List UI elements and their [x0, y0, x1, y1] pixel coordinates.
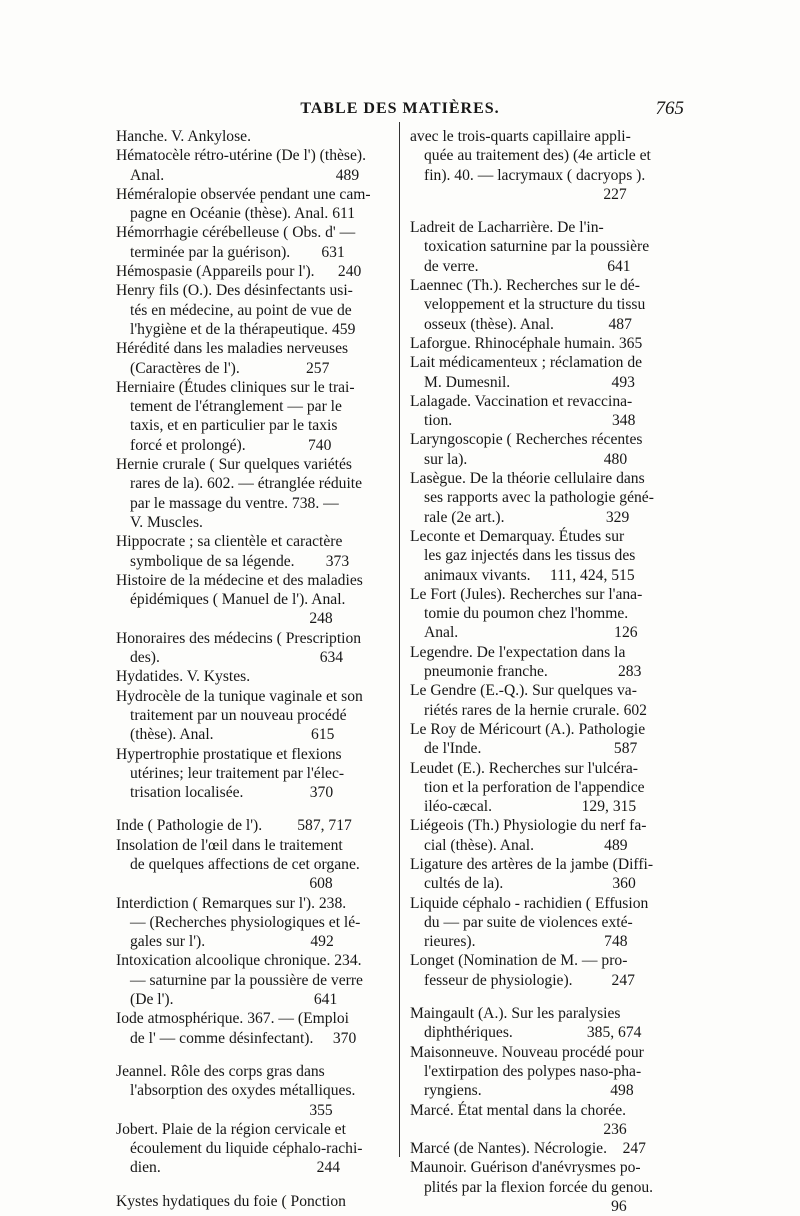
index-entry: [116, 378, 390, 455]
entry-line: Herniaire (Études cliniques sur le trai-: [116, 378, 355, 396]
index-entry: [116, 532, 390, 571]
entry-line: — saturnine par la poussière de verre: [130, 971, 363, 989]
index-entry: [410, 1004, 684, 1043]
index-entry: [116, 951, 390, 1009]
entry-line: Hanche. V. Ankylose.: [116, 128, 251, 145]
index-entry: [410, 585, 684, 643]
entry-line: (Caractères de l'). 257: [130, 359, 330, 377]
entry-line: Maunoir. Guérison d'anévrysmes po-: [410, 1159, 641, 1177]
entry-line: quée au traitement des) (4e article et: [424, 147, 651, 165]
entry-line: Insolation de l'œil dans le traitement: [116, 836, 343, 854]
entry-line: du — par suite de violences exté-: [424, 913, 633, 931]
entry-line: 227: [424, 185, 627, 203]
index-entry: [410, 720, 684, 759]
entry-line: sur la). 480: [424, 450, 628, 468]
entry-line: pagne en Océanie (thèse). Anal. 611: [130, 205, 356, 223]
index-entry: [410, 392, 684, 431]
entry-line: Maingault (A.). Sur les paralysies: [410, 1005, 621, 1023]
index-entry: [116, 339, 390, 378]
index-entry: [410, 127, 684, 204]
entry-line: rale (2e art.). 329: [424, 508, 630, 526]
entry-line: taxis, et en particulier par le taxis: [130, 417, 338, 435]
index-entry: [410, 353, 684, 392]
entry-line: symbolique de sa légende. 373: [130, 552, 350, 570]
entry-line: Longet (Nomination de M. — pro-: [410, 952, 628, 970]
page-number: 765: [655, 98, 684, 119]
entry-line: Leconte et Demarquay. Études sur: [410, 527, 625, 545]
entry-line: Lasègue. De la théorie cellulaire dans: [410, 470, 645, 488]
index-entry: [116, 1062, 390, 1120]
index-entry: [410, 894, 684, 952]
entry-line: V. Muscles.: [130, 513, 203, 531]
entry-line: Anal. 489: [130, 166, 360, 184]
entry-line: Anal. 126: [424, 624, 638, 642]
index-entry: [410, 1139, 684, 1158]
entry-line: Liégeois (Th.) Physiologie du nerf fa-: [410, 817, 647, 835]
entry-line: iléo-cæcal. 129, 315: [424, 798, 637, 816]
index-entry: [410, 469, 684, 527]
entry-line: les gaz injectés dans les tissus des: [424, 547, 636, 565]
index-entry: [410, 1101, 684, 1140]
entry-line: 236: [424, 1120, 627, 1138]
index-entry: [410, 759, 684, 817]
entry-line: Inde ( Pathologie de l'). 587, 717: [116, 817, 352, 835]
entry-line: épidémiques ( Manuel de l'). Anal.: [130, 591, 346, 609]
entry-line: Hémorrhagie cérébelleuse ( Obs. d' —: [116, 224, 356, 242]
entry-line: Jeannel. Rôle des corps gras dans: [116, 1062, 325, 1080]
entry-line: Hernie crurale ( Sur quelques variétés: [116, 456, 352, 474]
entry-line: diphthériques. 385, 674: [424, 1024, 642, 1042]
entry-line: gales sur l'). 492: [130, 933, 334, 951]
entry-line: ryngiens. 498: [424, 1082, 634, 1100]
entry-line: par le massage du ventre. 738. —: [130, 494, 339, 512]
entry-line: 608: [130, 875, 333, 893]
entry-line: 96: [424, 1198, 627, 1216]
entry-line: Laforgue. Rhinocéphale humain. 365: [410, 334, 643, 352]
entry-line: Interdiction ( Remarques sur l'). 238.: [116, 894, 347, 912]
section-gap: [116, 802, 390, 816]
entry-line: (De l'). 641: [130, 991, 338, 1009]
column-divider: [399, 122, 400, 1157]
index-entry: [116, 1009, 390, 1048]
entry-line: toxication saturnine par la poussière: [424, 238, 650, 256]
entry-line: pneumonie franche. 283: [424, 663, 642, 681]
index-entry: [410, 334, 684, 353]
entry-line: Le Fort (Jules). Recherches sur l'ana-: [410, 585, 643, 603]
entry-line: Maisonneuve. Nouveau procédé pour: [410, 1043, 644, 1061]
entry-line: Héméralopie observée pendant une cam-: [116, 185, 371, 203]
entry-line: de l' — comme désinfectant). 370: [130, 1029, 357, 1047]
right-column: [410, 127, 684, 1216]
index-entry: [116, 836, 390, 894]
index-entry: [116, 1192, 390, 1211]
entry-line: Hydatides. V. Kystes.: [116, 668, 251, 686]
entry-line: rieures). 748: [424, 933, 628, 951]
page-title: TABLE DES MATIÈRES.: [300, 100, 500, 117]
index-entry: [116, 185, 390, 224]
entry-line: Liquide céphalo - rachidien ( Effusion: [410, 894, 649, 912]
left-column: [116, 127, 390, 1211]
entry-line: Henry fils (O.). Des désinfectants usi-: [116, 282, 353, 300]
entry-line: 248: [130, 610, 333, 628]
index-entry: [410, 951, 684, 990]
entry-line: l'absorption des oxydes métalliques.: [130, 1082, 356, 1100]
index-entry: [410, 816, 684, 855]
section-gap: [410, 204, 684, 218]
section-gap: [410, 990, 684, 1004]
entry-line: rares de la). 602. — étranglée réduite: [130, 475, 363, 493]
entry-line: fin). 40. — lacrymaux ( dacryops ).: [424, 166, 646, 184]
index-entry: [410, 643, 684, 682]
entry-line: Histoire de la médecine et des maladies: [116, 571, 363, 589]
entry-line: ses rapports avec la pathologie géné-: [424, 489, 654, 507]
section-gap: [116, 1178, 390, 1192]
entry-line: Le Roy de Méricourt (A.). Pathologie: [410, 720, 646, 738]
index-entry: [116, 816, 390, 835]
index-entry: [116, 667, 390, 686]
index-entry: [116, 262, 390, 281]
entry-line: plités par la flexion forcée du genou.: [424, 1178, 654, 1196]
entry-line: Jobert. Plaie de la région cervicale et: [116, 1120, 346, 1138]
entry-line: utérines; leur traitement par l'élec-: [130, 764, 345, 782]
index-entry: [410, 430, 684, 469]
entry-line: écoulement du liquide céphalo-rachi-: [130, 1140, 363, 1158]
entry-line: Marcé (de Nantes). Nécrologie. 247: [410, 1140, 646, 1158]
entry-line: Marcé. État mental dans la chorée.: [410, 1101, 627, 1119]
entry-line: tement de l'étranglement — par le: [130, 398, 342, 416]
entry-line: dien. 244: [130, 1159, 341, 1177]
entry-line: animaux vivants. 111, 424, 515: [424, 566, 635, 584]
entry-line: Honoraires des médecins ( Prescription: [116, 629, 362, 647]
entry-line: Ladreit de Lacharrière. De l'in-: [410, 219, 604, 237]
entry-line: Hémospasie (Appareils pour l'). 240: [116, 263, 362, 281]
index-entry: [116, 1120, 390, 1178]
index-entry: [410, 855, 684, 894]
entry-line: tion. 348: [424, 412, 636, 430]
entry-line: (thèse). Anal. 615: [130, 726, 335, 744]
index-entry: [116, 687, 390, 745]
index-entry: [410, 527, 684, 585]
entry-line: Laryngoscopie ( Recherches récentes: [410, 431, 643, 449]
entry-line: fesseur de physiologie). 247: [424, 971, 635, 989]
entry-line: Hydrocèle de la tunique vaginale et son: [116, 687, 363, 705]
index-entry: [116, 571, 390, 629]
index-entry: [116, 281, 390, 339]
index-entry: [410, 276, 684, 334]
entry-line: forcé et prolongé). 740: [130, 436, 332, 454]
entry-line: Kystes hydatiques du foie ( Ponction: [116, 1192, 346, 1210]
entry-line: Hippocrate ; sa clientèle et caractère: [116, 533, 343, 551]
entry-line: l'hygiène et de la thérapeutique. 459: [130, 320, 356, 338]
entry-line: tion et la perforation de l'appendice: [424, 778, 645, 796]
entry-line: Hématocèle rétro-utérine (De l') (thèse).: [116, 147, 367, 165]
entry-line: Intoxication alcoolique chronique. 234.: [116, 952, 362, 970]
entry-line: Iode atmosphérique. 367. — (Emploi: [116, 1010, 349, 1028]
entry-line: veloppement et la structure du tissu: [424, 296, 646, 314]
index-entry: [410, 1158, 684, 1216]
index-entry: [116, 455, 390, 532]
entry-line: de verre. 641: [424, 257, 631, 275]
index-entry: [116, 223, 390, 262]
entry-line: cultés de la). 360: [424, 875, 636, 893]
entry-line: de l'Inde. 587: [424, 740, 638, 758]
entry-line: Lalagade. Vaccination et revaccina-: [410, 392, 633, 410]
entry-line: Legendre. De l'expectation dans la: [410, 643, 626, 661]
entry-line: tés en médecine, au point de vue de: [130, 301, 352, 319]
entry-line: traitement par un nouveau procédé: [130, 706, 347, 724]
entry-line: Laennec (Th.). Recherches sur le dé-: [410, 277, 640, 295]
entry-line: Ligature des artères de la jambe (Diffi-: [410, 855, 654, 873]
entry-line: 355: [130, 1101, 333, 1119]
index-entry: [410, 1043, 684, 1101]
entry-line: Hérédité dans les maladies nerveuses: [116, 340, 349, 358]
entry-line: l'extirpation des polypes naso-pha-: [424, 1062, 642, 1080]
entry-line: — (Recherches physiologiques et lé-: [130, 913, 361, 931]
index-entry: [116, 146, 390, 185]
index-entry: [410, 218, 684, 276]
entry-line: Lait médicamenteux ; réclamation de: [410, 354, 643, 372]
index-entry: [116, 127, 390, 146]
index-entry: [116, 745, 390, 803]
entry-line: osseux (thèse). Anal. 487: [424, 315, 632, 333]
index-entry: [410, 681, 684, 720]
entry-line: Hypertrophie prostatique et flexions: [116, 745, 342, 763]
index-entry: [116, 894, 390, 952]
entry-line: riétés rares de la hernie crurale. 602: [424, 701, 647, 719]
entry-line: cial (thèse). Anal. 489: [424, 836, 628, 854]
entry-line: avec le trois-quarts capillaire appli-: [410, 128, 631, 145]
entry-line: terminée par la guérison). 631: [130, 243, 345, 261]
entry-line: trisation localisée. 370: [130, 784, 334, 802]
section-gap: [116, 1048, 390, 1062]
entry-line: Leudet (E.). Recherches sur l'ulcéra-: [410, 759, 638, 777]
entry-line: Le Gendre (E.-Q.). Sur quelques va-: [410, 682, 637, 700]
entry-line: tomie du poumon chez l'homme.: [424, 605, 629, 623]
entry-line: M. Dumesnil. 493: [424, 373, 635, 391]
entry-line: de quelques affections de cet organe.: [130, 855, 360, 873]
entry-line: des). 634: [130, 649, 344, 667]
page-header: [116, 100, 684, 124]
index-entry: [116, 629, 390, 668]
